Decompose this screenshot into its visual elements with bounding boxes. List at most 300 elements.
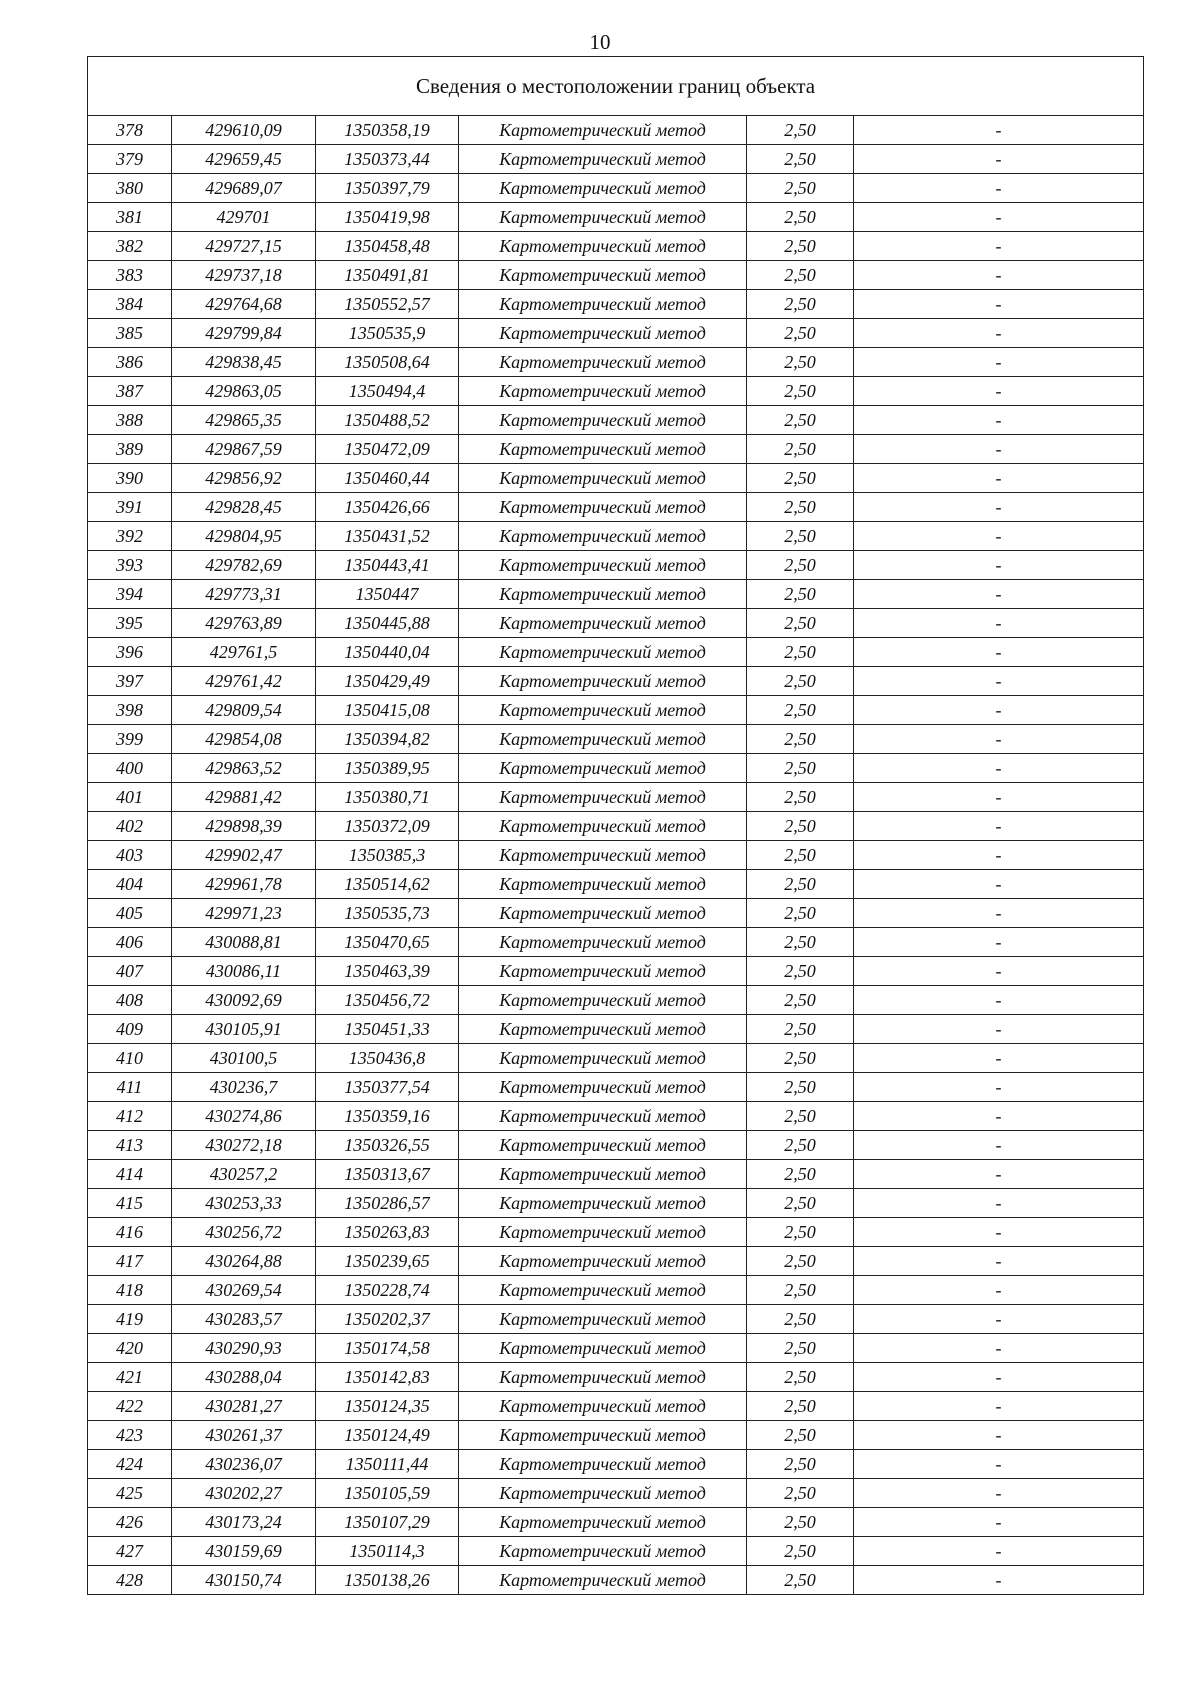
method-cell: Картометрический метод — [459, 1160, 747, 1189]
point-number-cell: 399 — [88, 725, 172, 754]
table-row — [88, 812, 1144, 841]
method-cell: Картометрический метод — [459, 1015, 747, 1044]
accuracy-cell: 2,50 — [747, 145, 854, 174]
x-coordinate-cell: 429961,78 — [172, 870, 316, 899]
point-number-cell: 407 — [88, 957, 172, 986]
table-row — [88, 145, 1144, 174]
y-coordinate-cell: 1350429,49 — [316, 667, 459, 696]
accuracy-cell: 2,50 — [747, 812, 854, 841]
x-coordinate-cell: 430253,33 — [172, 1189, 316, 1218]
description-cell: - — [854, 1363, 1144, 1392]
boundary-coordinates-table — [87, 56, 1144, 1595]
x-coordinate-cell: 430086,11 — [172, 957, 316, 986]
point-number-cell: 421 — [88, 1363, 172, 1392]
accuracy-cell: 2,50 — [747, 783, 854, 812]
y-coordinate-cell: 1350377,54 — [316, 1073, 459, 1102]
method-cell: Картометрический метод — [459, 1334, 747, 1363]
table-row — [88, 348, 1144, 377]
accuracy-cell: 2,50 — [747, 1508, 854, 1537]
accuracy-cell: 2,50 — [747, 1044, 854, 1073]
accuracy-cell: 2,50 — [747, 1334, 854, 1363]
method-cell: Картометрический метод — [459, 319, 747, 348]
table-row — [88, 870, 1144, 899]
y-coordinate-cell: 1350174,58 — [316, 1334, 459, 1363]
accuracy-cell: 2,50 — [747, 1537, 854, 1566]
point-number-cell: 416 — [88, 1218, 172, 1247]
description-cell: - — [854, 754, 1144, 783]
description-cell: - — [854, 232, 1144, 261]
point-number-cell: 388 — [88, 406, 172, 435]
method-cell: Картометрический метод — [459, 986, 747, 1015]
x-coordinate-cell: 429854,08 — [172, 725, 316, 754]
method-cell: Картометрический метод — [459, 754, 747, 783]
description-cell: - — [854, 1334, 1144, 1363]
table-row — [88, 1305, 1144, 1334]
method-cell: Картометрический метод — [459, 812, 747, 841]
y-coordinate-cell: 1350443,41 — [316, 551, 459, 580]
description-cell: - — [854, 377, 1144, 406]
method-cell: Картометрический метод — [459, 928, 747, 957]
accuracy-cell: 2,50 — [747, 1218, 854, 1247]
table-row — [88, 232, 1144, 261]
y-coordinate-cell: 1350426,66 — [316, 493, 459, 522]
y-coordinate-cell: 1350514,62 — [316, 870, 459, 899]
y-coordinate-cell: 1350431,52 — [316, 522, 459, 551]
accuracy-cell: 2,50 — [747, 406, 854, 435]
table-row — [88, 290, 1144, 319]
point-number-cell: 390 — [88, 464, 172, 493]
point-number-cell: 425 — [88, 1479, 172, 1508]
method-cell: Картометрический метод — [459, 348, 747, 377]
accuracy-cell: 2,50 — [747, 667, 854, 696]
point-number-cell: 427 — [88, 1537, 172, 1566]
point-number-cell: 404 — [88, 870, 172, 899]
accuracy-cell: 2,50 — [747, 1073, 854, 1102]
table-row — [88, 783, 1144, 812]
x-coordinate-cell: 429659,45 — [172, 145, 316, 174]
description-cell: - — [854, 522, 1144, 551]
table-row — [88, 1276, 1144, 1305]
y-coordinate-cell: 1350263,83 — [316, 1218, 459, 1247]
point-number-cell: 414 — [88, 1160, 172, 1189]
accuracy-cell: 2,50 — [747, 1450, 854, 1479]
point-number-cell: 379 — [88, 145, 172, 174]
point-number-cell: 395 — [88, 609, 172, 638]
method-cell: Картометрический метод — [459, 1363, 747, 1392]
description-cell: - — [854, 957, 1144, 986]
point-number-cell: 391 — [88, 493, 172, 522]
accuracy-cell: 2,50 — [747, 1131, 854, 1160]
description-cell: - — [854, 986, 1144, 1015]
x-coordinate-cell: 429863,52 — [172, 754, 316, 783]
description-cell: - — [854, 928, 1144, 957]
description-cell: - — [854, 725, 1144, 754]
y-coordinate-cell: 1350138,26 — [316, 1566, 459, 1595]
method-cell: Картометрический метод — [459, 174, 747, 203]
description-cell: - — [854, 493, 1144, 522]
table-row — [88, 580, 1144, 609]
table-row — [88, 1421, 1144, 1450]
method-cell: Картометрический метод — [459, 522, 747, 551]
y-coordinate-cell: 1350470,65 — [316, 928, 459, 957]
x-coordinate-cell: 430088,81 — [172, 928, 316, 957]
x-coordinate-cell: 430202,27 — [172, 1479, 316, 1508]
description-cell: - — [854, 406, 1144, 435]
table-row — [88, 464, 1144, 493]
accuracy-cell: 2,50 — [747, 928, 854, 957]
accuracy-cell: 2,50 — [747, 725, 854, 754]
y-coordinate-cell: 1350535,9 — [316, 319, 459, 348]
table-row — [88, 174, 1144, 203]
table-row — [88, 493, 1144, 522]
y-coordinate-cell: 1350535,73 — [316, 899, 459, 928]
table-row — [88, 116, 1144, 145]
y-coordinate-cell: 1350451,33 — [316, 1015, 459, 1044]
x-coordinate-cell: 429761,5 — [172, 638, 316, 667]
x-coordinate-cell: 429863,05 — [172, 377, 316, 406]
method-cell: Картометрический метод — [459, 696, 747, 725]
point-number-cell: 412 — [88, 1102, 172, 1131]
point-number-cell: 423 — [88, 1421, 172, 1450]
table-row — [88, 609, 1144, 638]
table-title-row — [88, 57, 1144, 116]
point-number-cell: 389 — [88, 435, 172, 464]
accuracy-cell: 2,50 — [747, 435, 854, 464]
accuracy-cell: 2,50 — [747, 580, 854, 609]
point-number-cell: 392 — [88, 522, 172, 551]
point-number-cell: 398 — [88, 696, 172, 725]
x-coordinate-cell: 429898,39 — [172, 812, 316, 841]
point-number-cell: 385 — [88, 319, 172, 348]
table-row — [88, 1392, 1144, 1421]
x-coordinate-cell: 429610,09 — [172, 116, 316, 145]
method-cell: Картометрический метод — [459, 783, 747, 812]
y-coordinate-cell: 1350286,57 — [316, 1189, 459, 1218]
description-cell: - — [854, 1218, 1144, 1247]
table-row — [88, 435, 1144, 464]
description-cell: - — [854, 1305, 1144, 1334]
point-number-cell: 386 — [88, 348, 172, 377]
y-coordinate-cell: 1350552,57 — [316, 290, 459, 319]
table-row — [88, 1450, 1144, 1479]
description-cell: - — [854, 1276, 1144, 1305]
x-coordinate-cell: 430272,18 — [172, 1131, 316, 1160]
method-cell: Картометрический метод — [459, 145, 747, 174]
point-number-cell: 382 — [88, 232, 172, 261]
method-cell: Картометрический метод — [459, 116, 747, 145]
accuracy-cell: 2,50 — [747, 1479, 854, 1508]
table-row — [88, 1131, 1144, 1160]
table-row — [88, 1073, 1144, 1102]
x-coordinate-cell: 429764,68 — [172, 290, 316, 319]
x-coordinate-cell: 430173,24 — [172, 1508, 316, 1537]
table-row — [88, 203, 1144, 232]
accuracy-cell: 2,50 — [747, 348, 854, 377]
table-row — [88, 406, 1144, 435]
description-cell: - — [854, 551, 1144, 580]
table-row — [88, 1479, 1144, 1508]
accuracy-cell: 2,50 — [747, 1247, 854, 1276]
y-coordinate-cell: 1350380,71 — [316, 783, 459, 812]
y-coordinate-cell: 1350458,48 — [316, 232, 459, 261]
y-coordinate-cell: 1350389,95 — [316, 754, 459, 783]
method-cell: Картометрический метод — [459, 1044, 747, 1073]
table-body — [88, 116, 1144, 1595]
description-cell: - — [854, 203, 1144, 232]
table-row — [88, 1218, 1144, 1247]
accuracy-cell: 2,50 — [747, 551, 854, 580]
y-coordinate-cell: 1350397,79 — [316, 174, 459, 203]
table-row — [88, 638, 1144, 667]
x-coordinate-cell: 430281,27 — [172, 1392, 316, 1421]
description-cell: - — [854, 1450, 1144, 1479]
table-row — [88, 696, 1144, 725]
method-cell: Картометрический метод — [459, 957, 747, 986]
method-cell: Картометрический метод — [459, 1508, 747, 1537]
description-cell: - — [854, 1073, 1144, 1102]
method-cell: Картометрический метод — [459, 464, 747, 493]
table-row — [88, 957, 1144, 986]
y-coordinate-cell: 1350445,88 — [316, 609, 459, 638]
point-number-cell: 403 — [88, 841, 172, 870]
accuracy-cell: 2,50 — [747, 493, 854, 522]
description-cell: - — [854, 1479, 1144, 1508]
description-cell: - — [854, 464, 1144, 493]
table-row — [88, 667, 1144, 696]
point-number-cell: 413 — [88, 1131, 172, 1160]
table-row — [88, 1508, 1144, 1537]
table-row — [88, 1160, 1144, 1189]
point-number-cell: 408 — [88, 986, 172, 1015]
accuracy-cell: 2,50 — [747, 870, 854, 899]
y-coordinate-cell: 1350508,64 — [316, 348, 459, 377]
point-number-cell: 428 — [88, 1566, 172, 1595]
y-coordinate-cell: 1350124,35 — [316, 1392, 459, 1421]
point-number-cell: 387 — [88, 377, 172, 406]
table-row — [88, 1102, 1144, 1131]
method-cell: Картометрический метод — [459, 1479, 747, 1508]
y-coordinate-cell: 1350107,29 — [316, 1508, 459, 1537]
description-cell: - — [854, 1537, 1144, 1566]
x-coordinate-cell: 430261,37 — [172, 1421, 316, 1450]
y-coordinate-cell: 1350373,44 — [316, 145, 459, 174]
x-coordinate-cell: 429799,84 — [172, 319, 316, 348]
y-coordinate-cell: 1350415,08 — [316, 696, 459, 725]
table-row — [88, 841, 1144, 870]
accuracy-cell: 2,50 — [747, 1392, 854, 1421]
accuracy-cell: 2,50 — [747, 1189, 854, 1218]
description-cell: - — [854, 609, 1144, 638]
x-coordinate-cell: 429804,95 — [172, 522, 316, 551]
x-coordinate-cell: 429856,92 — [172, 464, 316, 493]
x-coordinate-cell: 430100,5 — [172, 1044, 316, 1073]
description-cell: - — [854, 1566, 1144, 1595]
method-cell: Картометрический метод — [459, 1276, 747, 1305]
description-cell: - — [854, 348, 1144, 377]
y-coordinate-cell: 1350105,59 — [316, 1479, 459, 1508]
accuracy-cell: 2,50 — [747, 319, 854, 348]
accuracy-cell: 2,50 — [747, 203, 854, 232]
x-coordinate-cell: 429773,31 — [172, 580, 316, 609]
y-coordinate-cell: 1350142,83 — [316, 1363, 459, 1392]
description-cell: - — [854, 1247, 1144, 1276]
y-coordinate-cell: 1350111,44 — [316, 1450, 459, 1479]
x-coordinate-cell: 430256,72 — [172, 1218, 316, 1247]
point-number-cell: 400 — [88, 754, 172, 783]
x-coordinate-cell: 429689,07 — [172, 174, 316, 203]
y-coordinate-cell: 1350372,09 — [316, 812, 459, 841]
y-coordinate-cell: 1350494,4 — [316, 377, 459, 406]
y-coordinate-cell: 1350358,19 — [316, 116, 459, 145]
point-number-cell: 420 — [88, 1334, 172, 1363]
accuracy-cell: 2,50 — [747, 638, 854, 667]
accuracy-cell: 2,50 — [747, 754, 854, 783]
point-number-cell: 410 — [88, 1044, 172, 1073]
accuracy-cell: 2,50 — [747, 986, 854, 1015]
description-cell: - — [854, 899, 1144, 928]
point-number-cell: 422 — [88, 1392, 172, 1421]
method-cell: Картометрический метод — [459, 725, 747, 754]
point-number-cell: 396 — [88, 638, 172, 667]
x-coordinate-cell: 429971,23 — [172, 899, 316, 928]
accuracy-cell: 2,50 — [747, 609, 854, 638]
point-number-cell: 409 — [88, 1015, 172, 1044]
description-cell: - — [854, 1392, 1144, 1421]
point-number-cell: 397 — [88, 667, 172, 696]
description-cell: - — [854, 1015, 1144, 1044]
accuracy-cell: 2,50 — [747, 1305, 854, 1334]
method-cell: Картометрический метод — [459, 406, 747, 435]
y-coordinate-cell: 1350394,82 — [316, 725, 459, 754]
accuracy-cell: 2,50 — [747, 464, 854, 493]
x-coordinate-cell: 430257,2 — [172, 1160, 316, 1189]
description-cell: - — [854, 667, 1144, 696]
x-coordinate-cell: 429761,42 — [172, 667, 316, 696]
accuracy-cell: 2,50 — [747, 1566, 854, 1595]
description-cell: - — [854, 1189, 1144, 1218]
description-cell: - — [854, 1421, 1144, 1450]
method-cell: Картометрический метод — [459, 1537, 747, 1566]
x-coordinate-cell: 429701 — [172, 203, 316, 232]
description-cell: - — [854, 116, 1144, 145]
x-coordinate-cell: 429881,42 — [172, 783, 316, 812]
x-coordinate-cell: 430288,04 — [172, 1363, 316, 1392]
table-row — [88, 1537, 1144, 1566]
method-cell: Картометрический метод — [459, 493, 747, 522]
accuracy-cell: 2,50 — [747, 1276, 854, 1305]
accuracy-cell: 2,50 — [747, 290, 854, 319]
x-coordinate-cell: 430264,88 — [172, 1247, 316, 1276]
method-cell: Картометрический метод — [459, 580, 747, 609]
accuracy-cell: 2,50 — [747, 957, 854, 986]
x-coordinate-cell: 429809,54 — [172, 696, 316, 725]
x-coordinate-cell: 429782,69 — [172, 551, 316, 580]
accuracy-cell: 2,50 — [747, 1160, 854, 1189]
method-cell: Картометрический метод — [459, 203, 747, 232]
method-cell: Картометрический метод — [459, 1102, 747, 1131]
table-row — [88, 1363, 1144, 1392]
table-row — [88, 754, 1144, 783]
accuracy-cell: 2,50 — [747, 261, 854, 290]
table-row — [88, 261, 1144, 290]
y-coordinate-cell: 1350419,98 — [316, 203, 459, 232]
method-cell: Картометрический метод — [459, 1218, 747, 1247]
y-coordinate-cell: 1350447 — [316, 580, 459, 609]
method-cell: Картометрический метод — [459, 232, 747, 261]
x-coordinate-cell: 429867,59 — [172, 435, 316, 464]
method-cell: Картометрический метод — [459, 1305, 747, 1334]
description-cell: - — [854, 1160, 1144, 1189]
description-cell: - — [854, 261, 1144, 290]
table-row — [88, 1015, 1144, 1044]
description-cell: - — [854, 638, 1144, 667]
point-number-cell: 417 — [88, 1247, 172, 1276]
method-cell: Картометрический метод — [459, 1450, 747, 1479]
x-coordinate-cell: 430105,91 — [172, 1015, 316, 1044]
method-cell: Картометрический метод — [459, 841, 747, 870]
description-cell: - — [854, 870, 1144, 899]
x-coordinate-cell: 430274,86 — [172, 1102, 316, 1131]
y-coordinate-cell: 1350313,67 — [316, 1160, 459, 1189]
x-coordinate-cell: 429763,89 — [172, 609, 316, 638]
method-cell: Картометрический метод — [459, 870, 747, 899]
method-cell: Картометрический метод — [459, 290, 747, 319]
x-coordinate-cell: 430290,93 — [172, 1334, 316, 1363]
description-cell: - — [854, 290, 1144, 319]
accuracy-cell: 2,50 — [747, 116, 854, 145]
x-coordinate-cell: 430150,74 — [172, 1566, 316, 1595]
point-number-cell: 381 — [88, 203, 172, 232]
method-cell: Картометрический метод — [459, 1566, 747, 1595]
y-coordinate-cell: 1350385,3 — [316, 841, 459, 870]
x-coordinate-cell: 430236,07 — [172, 1450, 316, 1479]
description-cell: - — [854, 696, 1144, 725]
y-coordinate-cell: 1350488,52 — [316, 406, 459, 435]
accuracy-cell: 2,50 — [747, 1363, 854, 1392]
description-cell: - — [854, 1508, 1144, 1537]
x-coordinate-cell: 430236,7 — [172, 1073, 316, 1102]
point-number-cell: 406 — [88, 928, 172, 957]
method-cell: Картометрический метод — [459, 1421, 747, 1450]
method-cell: Картометрический метод — [459, 1392, 747, 1421]
table-row — [88, 928, 1144, 957]
point-number-cell: 411 — [88, 1073, 172, 1102]
method-cell: Картометрический метод — [459, 435, 747, 464]
y-coordinate-cell: 1350460,44 — [316, 464, 459, 493]
y-coordinate-cell: 1350228,74 — [316, 1276, 459, 1305]
y-coordinate-cell: 1350326,55 — [316, 1131, 459, 1160]
table-row — [88, 319, 1144, 348]
accuracy-cell: 2,50 — [747, 232, 854, 261]
y-coordinate-cell: 1350440,04 — [316, 638, 459, 667]
accuracy-cell: 2,50 — [747, 377, 854, 406]
table-row — [88, 1566, 1144, 1595]
description-cell: - — [854, 1044, 1144, 1073]
table-row — [88, 1247, 1144, 1276]
point-number-cell: 418 — [88, 1276, 172, 1305]
table-row — [88, 1189, 1144, 1218]
y-coordinate-cell: 1350202,37 — [316, 1305, 459, 1334]
y-coordinate-cell: 1350463,39 — [316, 957, 459, 986]
y-coordinate-cell: 1350124,49 — [316, 1421, 459, 1450]
accuracy-cell: 2,50 — [747, 899, 854, 928]
point-number-cell: 383 — [88, 261, 172, 290]
method-cell: Картометрический метод — [459, 609, 747, 638]
method-cell: Картометрический метод — [459, 261, 747, 290]
x-coordinate-cell: 429838,45 — [172, 348, 316, 377]
x-coordinate-cell: 429902,47 — [172, 841, 316, 870]
table-row — [88, 986, 1144, 1015]
